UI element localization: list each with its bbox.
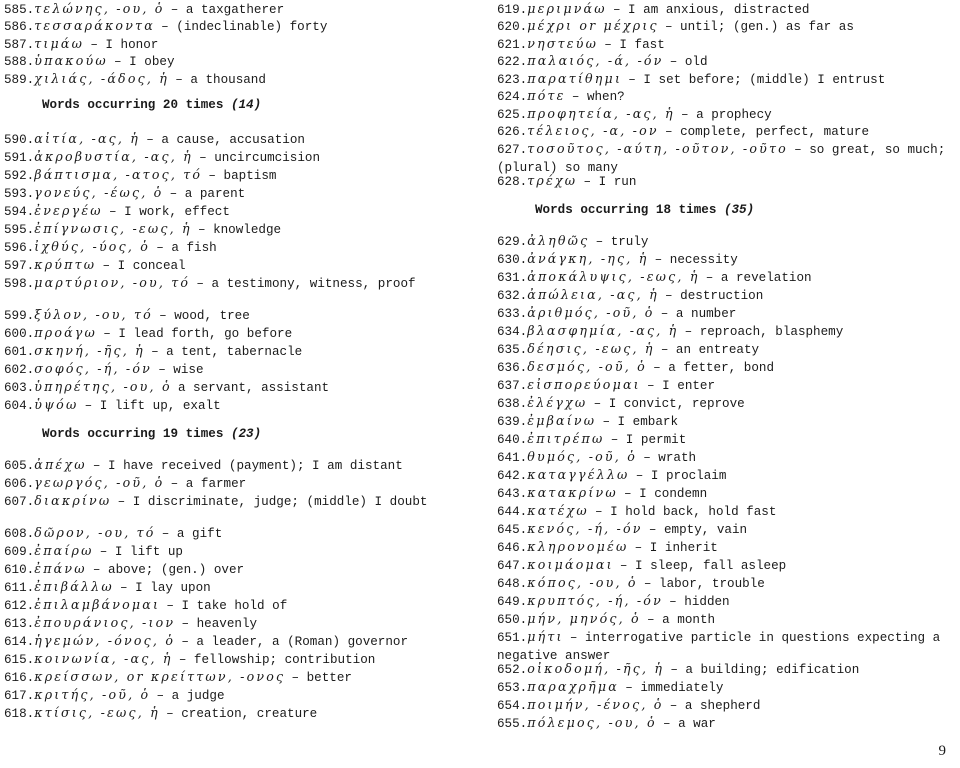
entry-number: 636. xyxy=(497,361,528,375)
vocab-entry xyxy=(497,172,952,192)
entry-gloss: – an entreaty xyxy=(660,343,760,357)
entry-gloss: – uncircumcision xyxy=(199,151,321,165)
entry-number: 585. xyxy=(4,3,35,17)
entry-gloss: – I lift up, exalt xyxy=(84,399,221,413)
greek-word: ἐπουράνιος, -ιον xyxy=(34,615,182,630)
entry-gloss: – I have received (payment); I am distant xyxy=(92,459,403,473)
entry-number: 606. xyxy=(4,477,35,491)
entry-gloss: – I hold back, hold fast xyxy=(595,505,777,519)
entry-gloss: – a month xyxy=(647,613,716,627)
entry-number: 601. xyxy=(4,345,35,359)
vocab-entry xyxy=(497,466,952,486)
greek-word: ἐλέγχω xyxy=(527,395,594,410)
entry-gloss: – I lead forth, go before xyxy=(103,327,293,341)
vocab-entry xyxy=(4,52,452,72)
entry-number: 603. xyxy=(4,381,35,395)
entry-gloss: – until; (gen.) as far as xyxy=(664,20,854,34)
entry-gloss: – a building; edification xyxy=(670,663,860,677)
vocab-entry xyxy=(497,17,952,37)
greek-word: ὑπηρέτης, -ου, ὁ xyxy=(34,379,178,394)
greek-word: ἰχθύς, -ύος, ὁ xyxy=(34,239,157,254)
entry-number: 648. xyxy=(497,577,528,591)
vocab-entry xyxy=(497,340,952,360)
greek-word: κρείσσων, or κρείττων, -ονος xyxy=(34,669,292,684)
entry-gloss: – old xyxy=(669,55,708,69)
entry-gloss: – (indeclinable) forty xyxy=(161,20,328,34)
entry-gloss: – I honor xyxy=(90,38,159,52)
greek-word: παλαιός, -ά, -όν xyxy=(527,53,670,68)
greek-word: παρατίθημι xyxy=(527,71,629,86)
entry-number: 640. xyxy=(497,433,528,447)
entry-gloss: – a tent, tabernacle xyxy=(151,345,303,359)
entry-gloss: – a gift xyxy=(161,527,223,541)
greek-word: ἐνεργέω xyxy=(34,203,109,218)
vocab-entry xyxy=(4,130,452,150)
greek-word: ἐπίγνωσις, -εως, ἡ xyxy=(34,221,198,236)
entry-gloss: – a revelation xyxy=(705,271,812,285)
greek-word: ἡγεμών, -όνος, ὁ xyxy=(34,633,182,648)
entry-number: 641. xyxy=(497,451,528,465)
entry-number: 633. xyxy=(497,307,528,321)
vocab-entry xyxy=(4,396,452,416)
entry-number: 638. xyxy=(497,397,528,411)
greek-word: κενός, -ή, -όν xyxy=(527,521,649,536)
greek-word: πότε xyxy=(527,88,572,103)
entry-gloss: – baptism xyxy=(208,169,277,183)
greek-word: ἀπώλεια, -ας, ἡ xyxy=(527,287,666,302)
vocab-entry xyxy=(4,17,452,37)
entry-number: 647. xyxy=(497,559,528,573)
vocab-entry xyxy=(497,376,952,396)
vocab-entry xyxy=(497,232,952,252)
greek-word: βάπτισμα, -ατος, τό xyxy=(34,167,209,182)
entry-number: 629. xyxy=(497,235,528,249)
greek-word: χιλιάς, -άδος, ἡ xyxy=(34,71,176,86)
vocab-entry xyxy=(4,542,452,562)
entry-number: 619. xyxy=(497,3,528,17)
vocab-entry xyxy=(4,324,452,344)
greek-word: εἰσπορεύομαι xyxy=(527,377,648,392)
entry-number: 628. xyxy=(497,175,528,189)
greek-word: πόλεμος, -ου, ὁ xyxy=(527,715,663,730)
greek-word: μαρτύριον, -ου, τό xyxy=(34,275,197,290)
vocab-entry xyxy=(497,538,952,558)
vocab-entry xyxy=(497,268,952,288)
entry-number: 643. xyxy=(497,487,528,501)
entry-number: 631. xyxy=(497,271,528,285)
entry-gloss: – truly xyxy=(595,235,649,249)
section-heading-count: (23) xyxy=(230,427,262,441)
entry-number: 599. xyxy=(4,309,35,323)
vocab-entry xyxy=(497,592,952,612)
entry-number: 630. xyxy=(497,253,528,267)
greek-word: ἐπιτρέπω xyxy=(527,431,611,446)
entry-number: 590. xyxy=(4,133,35,147)
vocab-entry xyxy=(497,412,952,432)
entry-number: 632. xyxy=(497,289,528,303)
entry-gloss: – I work, effect xyxy=(108,205,230,219)
vocab-entry xyxy=(4,614,452,634)
vocab-entry xyxy=(4,524,452,544)
greek-word: ἐπιλαμβάνομαι xyxy=(34,597,167,612)
entry-gloss: – interrogative particle in questions expecting a negative answer xyxy=(497,631,941,663)
greek-word: τοσοῦτος, -αύτη, -οῦτον, -οῦτο xyxy=(527,141,795,156)
greek-word: κριτής, -οῦ, ὁ xyxy=(34,687,157,702)
entry-number: 596. xyxy=(4,241,35,255)
entry-number: 651. xyxy=(497,631,528,645)
greek-word: αἰτία, -ας, ἡ xyxy=(34,131,147,146)
entry-gloss: – wood, tree xyxy=(159,309,250,323)
entry-number: 635. xyxy=(497,343,528,357)
entry-number: 615. xyxy=(4,653,35,667)
vocab-entry xyxy=(4,560,452,580)
entry-gloss: a servant, assistant xyxy=(177,381,330,395)
entry-gloss: – a shepherd xyxy=(669,699,761,713)
vocab-entry xyxy=(4,306,452,326)
entry-number: 653. xyxy=(497,681,528,695)
entry-number: 607. xyxy=(4,495,35,509)
greek-word: ἐμβαίνω xyxy=(527,413,603,428)
entry-number: 649. xyxy=(497,595,528,609)
entry-gloss: – I am anxious, distracted xyxy=(612,3,810,17)
greek-word: καταγγέλλω xyxy=(527,467,636,482)
entry-number: 652. xyxy=(497,663,528,677)
greek-word: ἀποκάλυψις, -εως, ἡ xyxy=(527,269,706,284)
greek-word: ἀπέχω xyxy=(34,457,93,472)
vocab-entry xyxy=(4,238,452,258)
vocab-entry xyxy=(4,578,452,598)
greek-word: ἀνάγκη, -ης, ἡ xyxy=(527,251,655,266)
entry-number: 644. xyxy=(497,505,528,519)
section-heading-text: Words occurring 18 times xyxy=(535,203,724,217)
vocab-entry xyxy=(497,502,952,522)
entry-gloss: – I sleep, fall asleep xyxy=(619,559,787,573)
vocab-entry xyxy=(497,660,952,680)
vocab-entry xyxy=(4,360,452,380)
vocab-entry xyxy=(497,304,952,324)
greek-word: μεριμνάω xyxy=(527,1,613,16)
entry-number: 637. xyxy=(497,379,528,393)
greek-word: σκηνή, -ῆς, ἡ xyxy=(34,343,152,358)
entry-gloss: – destruction xyxy=(665,289,764,303)
vocab-entry xyxy=(497,430,952,450)
entry-gloss: – I permit xyxy=(610,433,687,447)
entry-gloss: – a farmer xyxy=(170,477,247,491)
vocab-entry xyxy=(4,632,452,652)
entry-number: 591. xyxy=(4,151,35,165)
vocab-entry xyxy=(4,668,452,688)
vocab-entry xyxy=(497,448,952,468)
entry-number: 654. xyxy=(497,699,528,713)
entry-number: 627. xyxy=(497,143,528,157)
entry-number: 594. xyxy=(4,205,35,219)
greek-word: μέχρι or μέχρις xyxy=(527,18,665,33)
greek-word: τιμάω xyxy=(34,36,91,51)
entry-gloss: – a parent xyxy=(169,187,246,201)
greek-word: ὑπακούω xyxy=(34,53,115,68)
entry-number: 617. xyxy=(4,689,35,703)
greek-word: κρύπτω xyxy=(34,257,103,272)
section-heading-count: (14) xyxy=(230,98,262,112)
entry-number: 646. xyxy=(497,541,528,555)
entry-number: 586. xyxy=(4,20,35,34)
entry-number: 618. xyxy=(4,707,35,721)
entry-number: 604. xyxy=(4,399,35,413)
entry-number: 612. xyxy=(4,599,35,613)
entry-gloss: – empty, vain xyxy=(648,523,748,537)
entry-number: 610. xyxy=(4,563,35,577)
entry-number: 587. xyxy=(4,38,35,52)
entry-gloss: – a fish xyxy=(156,241,217,255)
entry-gloss: – I lay upon xyxy=(120,581,211,595)
greek-word: δῶρον, -ου, τό xyxy=(34,525,162,540)
vocab-entry xyxy=(497,87,952,107)
greek-word: ἀληθῶς xyxy=(527,233,596,248)
vocab-entry xyxy=(497,484,952,504)
greek-word: ἀκροβυστία, -ας, ἡ xyxy=(34,149,200,164)
vocab-entry xyxy=(4,220,452,240)
greek-word: νηστεύω xyxy=(527,36,605,51)
greek-word: βλασφημία, -ας, ἡ xyxy=(527,323,685,338)
vocab-entry xyxy=(4,704,452,724)
entry-number: 605. xyxy=(4,459,35,473)
greek-word: ἐπιβάλλω xyxy=(34,579,121,594)
greek-word: ποιμήν, -ένος, ὁ xyxy=(527,697,670,712)
vocab-entry xyxy=(497,122,952,142)
greek-word: προφητεία, -ας, ἡ xyxy=(527,106,682,121)
entry-gloss: – necessity xyxy=(654,253,738,267)
entry-gloss: – complete, perfect, mature xyxy=(664,125,870,139)
vocab-entry xyxy=(4,492,452,512)
entry-gloss: – a thousand xyxy=(175,73,266,87)
entry-gloss: – a testimony, witness, proof xyxy=(196,277,416,291)
greek-word: κοινωνία, -ας, ἡ xyxy=(34,651,179,666)
vocab-entry xyxy=(497,358,952,378)
greek-word: ὑψόω xyxy=(34,397,85,412)
entry-gloss: – immediately xyxy=(625,681,724,695)
greek-word: κόπος, -ου, ὁ xyxy=(527,575,644,590)
greek-word: κοιμάομαι xyxy=(527,557,620,572)
entry-number: 588. xyxy=(4,55,35,69)
entry-gloss: – I fast xyxy=(604,38,665,52)
greek-word: οἰκοδομή, -ῆς, ἡ xyxy=(527,661,671,676)
entry-gloss: – above; (gen.) over xyxy=(92,563,245,577)
entry-gloss: – reproach, blasphemy xyxy=(684,325,844,339)
entry-number: 600. xyxy=(4,327,35,341)
section-heading-count: (35) xyxy=(723,203,755,217)
greek-word: κατέχω xyxy=(527,503,596,518)
greek-word: γεωργός, -οῦ, ὁ xyxy=(34,475,171,490)
greek-word: παραχρῆμα xyxy=(527,679,626,694)
vocab-entry xyxy=(4,166,452,186)
entry-number: 624. xyxy=(497,90,528,104)
entry-gloss: – a number xyxy=(660,307,737,321)
section-heading-text: Words occurring 20 times xyxy=(42,98,231,112)
greek-word: κτίσις, -εως, ἡ xyxy=(34,705,167,720)
greek-word: τεσσαράκοντα xyxy=(34,18,162,33)
entry-gloss: – hidden xyxy=(669,595,730,609)
entry-number: 622. xyxy=(497,55,528,69)
entry-number: 613. xyxy=(4,617,35,631)
vocab-entry xyxy=(4,342,452,362)
section-heading xyxy=(42,426,261,444)
entry-gloss: – wrath xyxy=(643,451,697,465)
section-heading xyxy=(535,202,754,220)
entry-number: 634. xyxy=(497,325,528,339)
entry-number: 595. xyxy=(4,223,35,237)
greek-word: κληρονομέω xyxy=(527,539,635,554)
entry-gloss: – I proclaim xyxy=(635,469,727,483)
entry-gloss: – I obey xyxy=(114,55,175,69)
greek-word: ἐπαίρω xyxy=(34,543,100,558)
greek-word: τέλειος, -α, -ον xyxy=(527,123,665,138)
vocab-entry xyxy=(497,286,952,306)
section-heading xyxy=(42,97,261,115)
entry-gloss: – so great, so much; (plural) so many xyxy=(497,143,946,175)
entry-gloss: – a war xyxy=(662,717,716,731)
entry-gloss: – I run xyxy=(583,175,637,189)
entry-gloss: – wise xyxy=(158,363,204,377)
greek-word: μήν, μηνός, ὁ xyxy=(527,611,648,626)
vocab-entry xyxy=(4,650,452,670)
vocab-entry xyxy=(4,274,452,294)
vocab-entry xyxy=(497,556,952,576)
vocab-entry xyxy=(4,686,452,706)
entry-gloss: – I inherit xyxy=(634,541,718,555)
entry-gloss: – better xyxy=(291,671,352,685)
greek-word: διακρίνω xyxy=(34,493,118,508)
entry-gloss: – a fetter, bond xyxy=(653,361,775,375)
entry-number: 620. xyxy=(497,20,528,34)
entry-gloss: – a judge xyxy=(156,689,225,703)
entry-gloss: – I embark xyxy=(602,415,679,429)
greek-word: γονεύς, -έως, ὁ xyxy=(34,185,170,200)
greek-word: κρυπτός, -ή, -όν xyxy=(527,593,670,608)
greek-word: δεσμός, -οῦ, ὁ xyxy=(527,359,654,374)
greek-word: δέησις, -εως, ἡ xyxy=(527,341,661,356)
entry-number: 589. xyxy=(4,73,35,87)
vocab-entry xyxy=(4,256,452,276)
vocab-entry xyxy=(4,148,452,168)
entry-gloss: – I take hold of xyxy=(166,599,288,613)
greek-word: ξύλον, -ου, τό xyxy=(34,307,160,322)
vocab-entry xyxy=(4,474,452,494)
vocab-entry xyxy=(4,378,452,398)
entry-number: 655. xyxy=(497,717,528,731)
entry-gloss: – labor, trouble xyxy=(643,577,765,591)
greek-word: κατακρίνω xyxy=(527,485,624,500)
entry-number: 625. xyxy=(497,108,528,122)
entry-number: 639. xyxy=(497,415,528,429)
greek-word: θυμός, -οῦ, ὁ xyxy=(527,449,644,464)
entry-gloss: – when? xyxy=(571,90,625,104)
entry-gloss: – I convict, reprove xyxy=(593,397,745,411)
entry-number: 592. xyxy=(4,169,35,183)
vocab-entry xyxy=(4,202,452,222)
vocab-entry xyxy=(497,520,952,540)
greek-word: μήτι xyxy=(527,629,570,644)
vocab-entry xyxy=(497,322,952,342)
vocab-entry xyxy=(497,250,952,270)
entry-gloss: – I set before; (middle) I entrust xyxy=(628,73,886,87)
entry-number: 650. xyxy=(497,613,528,627)
entry-gloss: – knowledge xyxy=(197,223,282,237)
vocab-entry xyxy=(497,574,952,594)
entry-number: 608. xyxy=(4,527,35,541)
entry-number: 598. xyxy=(4,277,35,291)
vocab-entry xyxy=(4,456,452,476)
greek-word: σοφός, -ή, -όν xyxy=(34,361,159,376)
entry-number: 597. xyxy=(4,259,35,273)
entry-number: 642. xyxy=(497,469,528,483)
greek-word: ἀριθμός, -οῦ, ὁ xyxy=(527,305,661,320)
vocab-entry xyxy=(4,184,452,204)
entry-gloss: – a taxgatherer xyxy=(170,3,285,17)
entry-number: 611. xyxy=(4,581,35,595)
vocab-entry xyxy=(497,610,952,630)
entry-number: 623. xyxy=(497,73,528,87)
vocab-entry xyxy=(497,696,952,716)
greek-word: ἐπάνω xyxy=(34,561,93,576)
entry-number: 593. xyxy=(4,187,35,201)
entry-gloss: – a prophecy xyxy=(681,108,772,122)
entry-gloss: – I condemn xyxy=(624,487,708,501)
entry-gloss: – I discriminate, judge; (middle) I doubt xyxy=(117,495,428,509)
greek-word: προάγω xyxy=(34,325,104,340)
vocab-entry xyxy=(4,596,452,616)
entry-gloss: – heavenly xyxy=(181,617,258,631)
vocab-entry xyxy=(497,52,952,72)
entry-gloss: – I conceal xyxy=(102,259,186,273)
entry-number: 626. xyxy=(497,125,528,139)
vocab-entry xyxy=(497,394,952,414)
entry-number: 621. xyxy=(497,38,528,52)
entry-number: 616. xyxy=(4,671,35,685)
entry-gloss: – I enter xyxy=(647,379,716,393)
page-number: 9 xyxy=(938,743,946,759)
entry-gloss: – a cause, accusation xyxy=(146,133,305,147)
entry-number: 614. xyxy=(4,635,35,649)
vocab-entry xyxy=(497,714,952,734)
greek-word: τρέχω xyxy=(527,173,584,188)
entry-gloss: – a leader, a (Roman) governor xyxy=(181,635,409,649)
entry-gloss: – creation, creature xyxy=(166,707,318,721)
greek-word: τελώνης, -ου, ὁ xyxy=(34,1,171,16)
entry-number: 609. xyxy=(4,545,35,559)
vocab-entry xyxy=(497,678,952,698)
entry-number: 602. xyxy=(4,363,35,377)
entry-gloss: – I lift up xyxy=(99,545,183,559)
entry-gloss: – fellowship; contribution xyxy=(178,653,376,667)
section-heading-text: Words occurring 19 times xyxy=(42,427,231,441)
entry-number: 645. xyxy=(497,523,528,537)
vocab-entry xyxy=(4,70,452,90)
